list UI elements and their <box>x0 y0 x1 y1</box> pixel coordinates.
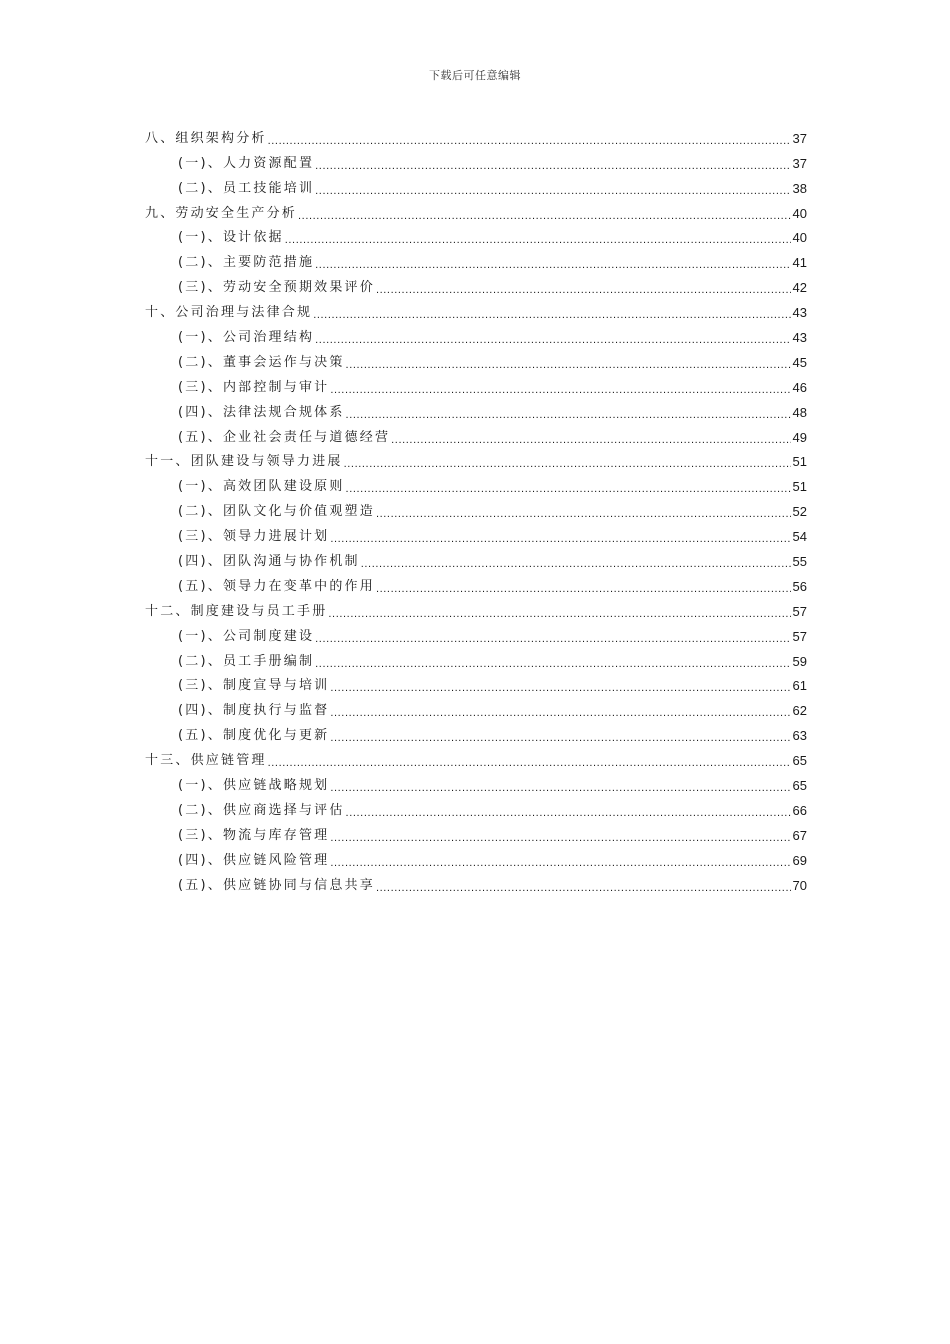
toc-dot-leader <box>315 184 790 198</box>
toc-section-entry[interactable] <box>145 325 807 350</box>
toc-chapter-entry[interactable] <box>145 748 807 773</box>
toc-section-entry[interactable] <box>145 574 807 599</box>
toc-section-entry[interactable] <box>145 798 807 823</box>
toc-dot-leader <box>298 209 791 223</box>
toc-entry-title: (三)、物流与库存管理 <box>178 827 330 843</box>
toc-section-entry[interactable] <box>145 873 807 898</box>
toc-entry-title: (五)、企业社会责任与道德经营 <box>178 429 391 445</box>
toc-dot-leader <box>330 532 790 546</box>
toc-entry-title: 十、公司治理与法律合规 <box>145 305 313 321</box>
toc-chapter-entry[interactable] <box>145 450 807 475</box>
toc-page-number: 51 <box>792 454 807 470</box>
toc-page-number: 52 <box>792 504 807 520</box>
toc-entry-title: (五)、供应链协同与信息共享 <box>178 877 375 893</box>
toc-page-number: 41 <box>792 255 807 271</box>
toc-section-entry[interactable] <box>145 524 807 549</box>
toc-page-number: 42 <box>792 280 807 296</box>
toc-entry-title: 九、劳动安全生产分析 <box>145 205 298 221</box>
toc-entry-title: (三)、制度宣导与培训 <box>178 678 330 694</box>
toc-dot-leader <box>376 881 791 895</box>
toc-entry-title: (二)、主要防范措施 <box>178 255 315 271</box>
toc-page-number: 57 <box>792 628 807 644</box>
toc-section-entry[interactable] <box>145 649 807 674</box>
toc-section-entry[interactable] <box>145 250 807 275</box>
toc-section-entry[interactable] <box>145 723 807 748</box>
toc-entry-title: 十二、制度建设与员工手册 <box>145 603 328 619</box>
toc-page-number: 65 <box>792 753 807 769</box>
toc-dot-leader <box>376 507 791 521</box>
toc-page-number: 45 <box>792 354 807 370</box>
toc-page-number: 40 <box>792 230 807 246</box>
toc-entry-title: (三)、内部控制与审计 <box>178 379 330 395</box>
toc-dot-leader <box>391 433 790 447</box>
toc-section-entry[interactable] <box>145 773 807 798</box>
toc-section-entry[interactable] <box>145 698 807 723</box>
toc-dot-leader <box>330 731 790 745</box>
toc-page-number: 67 <box>792 827 807 843</box>
toc-page-number: 54 <box>792 529 807 545</box>
toc-entry-title: (一)、设计依据 <box>178 230 284 246</box>
toc-chapter-entry[interactable] <box>145 201 807 226</box>
toc-dot-leader <box>315 258 790 272</box>
toc-dot-leader <box>285 233 791 247</box>
toc-page-number: 37 <box>792 155 807 171</box>
toc-chapter-entry[interactable] <box>145 300 807 325</box>
toc-page-number: 43 <box>792 330 807 346</box>
toc-page-number: 70 <box>792 877 807 893</box>
toc-section-entry[interactable] <box>145 226 807 251</box>
toc-section-entry[interactable] <box>145 549 807 574</box>
toc-section-entry[interactable] <box>145 151 807 176</box>
toc-page-number: 55 <box>792 554 807 570</box>
toc-dot-leader <box>268 134 791 148</box>
toc-page-number: 49 <box>792 429 807 445</box>
toc-entry-title: (四)、法律法规合规体系 <box>178 404 345 420</box>
toc-dot-leader <box>330 706 790 720</box>
toc-dot-leader <box>330 856 790 870</box>
toc-entry-title: (四)、制度执行与监督 <box>178 703 330 719</box>
toc-section-entry[interactable] <box>145 848 807 873</box>
toc-dot-leader <box>328 607 790 621</box>
toc-dot-leader <box>315 657 790 671</box>
toc-dot-leader <box>361 557 791 571</box>
toc-entry-title: (二)、董事会运作与决策 <box>178 354 345 370</box>
toc-entry-title: (四)、供应链风险管理 <box>178 852 330 868</box>
table-of-contents <box>145 126 807 898</box>
toc-entry-title: (五)、领导力在变革中的作用 <box>178 578 375 594</box>
toc-page-number: 62 <box>792 703 807 719</box>
toc-page-number: 46 <box>792 379 807 395</box>
toc-chapter-entry[interactable] <box>145 126 807 151</box>
toc-section-entry[interactable] <box>145 624 807 649</box>
toc-dot-leader <box>268 756 791 770</box>
toc-dot-leader <box>330 383 790 397</box>
toc-section-entry[interactable] <box>145 499 807 524</box>
toc-section-entry[interactable] <box>145 823 807 848</box>
toc-page-number: 38 <box>792 180 807 196</box>
page-header: 下载后可任意编辑 <box>429 69 521 82</box>
toc-chapter-entry[interactable] <box>145 599 807 624</box>
toc-entry-title: (二)、供应商选择与评估 <box>178 802 345 818</box>
toc-entry-title: (一)、人力资源配置 <box>178 155 315 171</box>
toc-entry-title: 十一、团队建设与领导力进展 <box>145 454 343 470</box>
toc-section-entry[interactable] <box>145 275 807 300</box>
toc-entry-title: (一)、高效团队建设原则 <box>178 479 345 495</box>
toc-section-entry[interactable] <box>145 375 807 400</box>
toc-dot-leader <box>330 681 790 695</box>
toc-page-number: 40 <box>792 205 807 221</box>
toc-entry-title: (一)、公司制度建设 <box>178 628 315 644</box>
toc-dot-leader <box>346 806 791 820</box>
toc-dot-leader <box>376 582 791 596</box>
toc-dot-leader <box>315 159 790 173</box>
toc-dot-leader <box>344 457 791 471</box>
toc-page-number: 51 <box>792 479 807 495</box>
toc-page-number: 43 <box>792 305 807 321</box>
toc-page-number: 69 <box>792 852 807 868</box>
toc-page-number: 66 <box>792 802 807 818</box>
toc-dot-leader <box>376 283 791 297</box>
toc-page-number: 48 <box>792 404 807 420</box>
toc-dot-leader <box>330 831 790 845</box>
toc-entry-title: 十三、供应链管理 <box>145 753 267 769</box>
toc-page-number: 37 <box>792 130 807 146</box>
toc-entry-title: (二)、员工技能培训 <box>178 180 315 196</box>
toc-entry-title: (四)、团队沟通与协作机制 <box>178 554 360 570</box>
toc-dot-leader <box>346 358 791 372</box>
toc-page-number: 63 <box>792 728 807 744</box>
toc-entry-title: (一)、供应链战略规划 <box>178 778 330 794</box>
toc-page-number: 56 <box>792 578 807 594</box>
toc-entry-title: (一)、公司治理结构 <box>178 330 315 346</box>
toc-section-entry[interactable] <box>145 425 807 450</box>
toc-entry-title: (三)、领导力进展计划 <box>178 529 330 545</box>
toc-entry-title: (二)、员工手册编制 <box>178 653 315 669</box>
toc-dot-leader <box>346 482 791 496</box>
toc-dot-leader <box>330 781 790 795</box>
toc-page-number: 57 <box>792 603 807 619</box>
toc-entry-title: (三)、劳动安全预期效果评价 <box>178 280 375 296</box>
toc-dot-leader <box>313 308 790 322</box>
toc-dot-leader <box>346 408 791 422</box>
toc-section-entry[interactable] <box>145 474 807 499</box>
toc-entry-title: (五)、制度优化与更新 <box>178 728 330 744</box>
toc-section-entry[interactable] <box>145 176 807 201</box>
toc-page-number: 59 <box>792 653 807 669</box>
toc-section-entry[interactable] <box>145 350 807 375</box>
toc-page-number: 61 <box>792 678 807 694</box>
toc-dot-leader <box>315 632 790 646</box>
toc-dot-leader <box>315 333 790 347</box>
toc-section-entry[interactable] <box>145 400 807 425</box>
toc-section-entry[interactable] <box>145 674 807 699</box>
toc-entry-title: (二)、团队文化与价值观塑造 <box>178 504 375 520</box>
toc-entry-title: 八、组织架构分析 <box>145 130 267 146</box>
toc-page-number: 65 <box>792 778 807 794</box>
